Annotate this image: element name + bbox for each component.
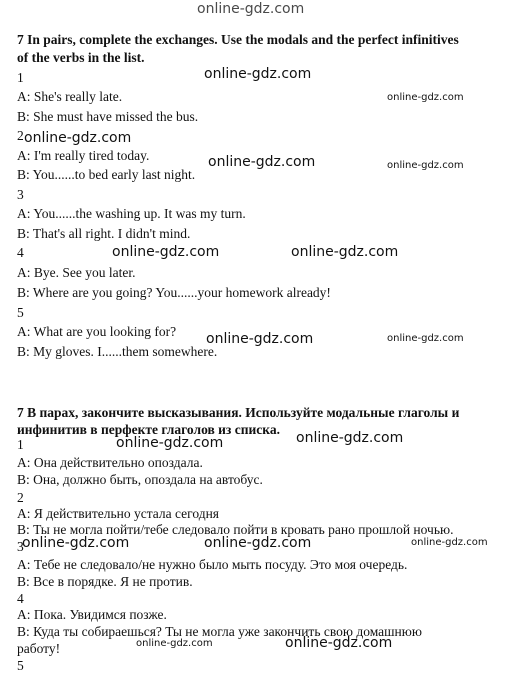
exercise-heading-en: 7 In pairs, complete the exchanges. Use the modals and the perfect infinitives — [17, 32, 459, 47]
dialogue-line-a: A: You......the washing up. It was my turn. — [17, 206, 246, 221]
dialogue-line-a: А: Она действительно опоздала. — [17, 455, 203, 470]
exercise-heading-ru: 7 В парах, закончите высказывания. Используйте модальные глаголы и — [17, 405, 460, 420]
watermark: online-gdz.com — [197, 1, 305, 17]
dialogue-line-b: B: My gloves. I......them somewhere. — [17, 344, 218, 359]
watermark: online-gdz.com — [387, 333, 464, 344]
dialogue-line-b: B: She must have missed the bus. — [17, 109, 199, 124]
dialogue-line-a: А: Пока. Увидимся позже. — [17, 607, 167, 622]
watermark: online-gdz.com — [291, 244, 399, 260]
item-number: 5 — [17, 305, 24, 320]
item-number: 1 — [17, 70, 24, 85]
watermark: online-gdz.com — [208, 154, 316, 170]
dialogue-line-a: A: She's really late. — [17, 89, 123, 104]
item-number: 5 — [17, 658, 24, 673]
exercise-heading-ru-cont: инфинитив в перфекте глаголов из списка. — [17, 422, 280, 437]
dialogue-line-a: A: I'm really tired today. — [17, 148, 150, 163]
item-number: 2 — [17, 128, 24, 143]
dialogue-line-b: B: That's all right. I didn't mind. — [17, 226, 191, 241]
watermark: online-gdz.com — [112, 244, 220, 260]
watermark: online-gdz.com — [285, 635, 393, 651]
dialogue-line-a: А: Тебе не следовало/не нужно было мыть посуду. Это моя очередь. — [17, 557, 408, 572]
watermark: online-gdz.com — [206, 331, 314, 347]
watermark: online-gdz.com — [24, 130, 132, 146]
item-number: 3 — [17, 539, 24, 554]
item-number: 2 — [17, 490, 24, 505]
item-number: 3 — [17, 187, 24, 202]
watermark: online-gdz.com — [136, 638, 213, 649]
dialogue-line-b: В: Ты не могла пойти/тебе следовало пойти в кровать рано прошлой ночью. — [17, 522, 454, 537]
dialogue-line-b-cont: работу! — [17, 641, 61, 656]
dialogue-line-a: A: What are you looking for? — [17, 324, 177, 339]
item-number: 1 — [17, 437, 24, 452]
watermark: online-gdz.com — [204, 535, 312, 551]
dialogue-line-b: B: Where are you going? You......your homework already! — [17, 285, 331, 300]
item-number: 4 — [17, 591, 24, 606]
dialogue-line-b: В: Все в порядке. Я не против. — [17, 574, 193, 589]
watermark: online-gdz.com — [116, 435, 224, 451]
watermark: online-gdz.com — [22, 535, 130, 551]
watermark: online-gdz.com — [387, 160, 464, 171]
dialogue-line-a: А: Я действительно устала сегодня — [17, 506, 219, 521]
watermark: online-gdz.com — [411, 537, 488, 548]
dialogue-line-b: B: You......to bed early last night. — [17, 167, 196, 182]
item-number: 4 — [17, 245, 24, 260]
dialogue-line-a: A: Bye. See you later. — [17, 265, 136, 280]
dialogue-line-b: В: Она, должно быть, опоздала на автобус. — [17, 472, 263, 487]
watermark: online-gdz.com — [204, 66, 312, 82]
watermark: online-gdz.com — [296, 430, 404, 446]
dialogue-line-b: В: Куда ты собираешься? Ты не могла уже закончить свою домашнюю — [17, 624, 422, 639]
exercise-heading-en-cont: of the verbs in the list. — [17, 50, 145, 65]
watermark: online-gdz.com — [387, 92, 464, 103]
